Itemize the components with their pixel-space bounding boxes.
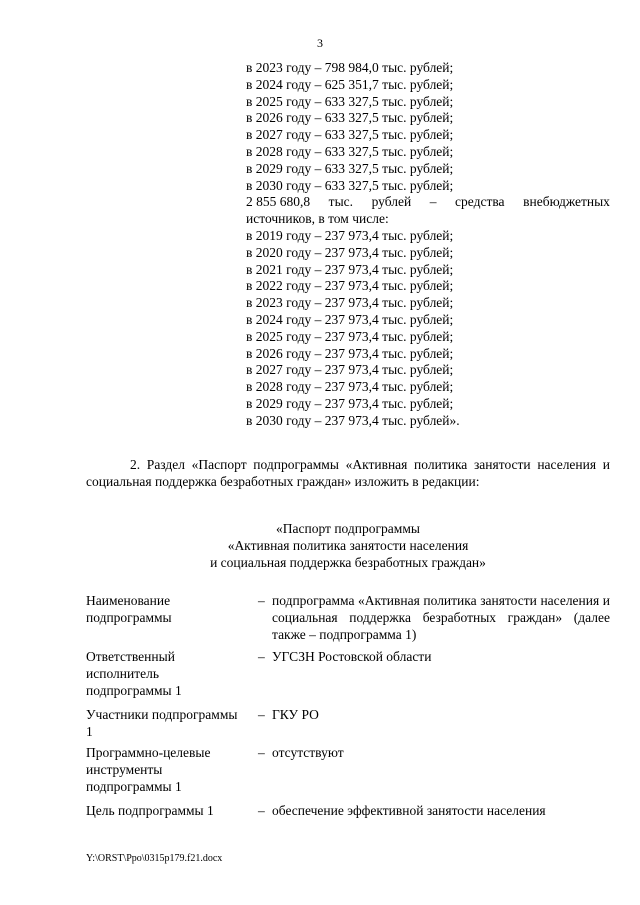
row-dash: – xyxy=(258,803,265,818)
funding-line: в 2027 году – 237 973,4 тыс. рублей; xyxy=(246,362,454,378)
row-label: Участники подпрограммы 1 xyxy=(86,707,238,739)
funding-line: в 2026 году – 633 327,5 тыс. рублей; xyxy=(246,110,454,126)
extrabudget-word: 2 855 680,8 xyxy=(246,194,311,210)
funding-line: в 2022 году – 237 973,4 тыс. рублей; xyxy=(246,278,454,294)
funding-line: в 2023 году – 798 984,0 тыс. рублей; xyxy=(246,60,454,75)
row-dash: – xyxy=(258,745,265,760)
funding-line: в 2026 году – 237 973,4 тыс. рублей; xyxy=(246,345,454,361)
page-number: 3 xyxy=(317,36,323,50)
passport-title xyxy=(86,520,610,571)
row-value: отсутствуют xyxy=(272,745,344,760)
file-path-footer: Y:\ORST\Ppo\0315p179.f21.docx xyxy=(86,853,223,864)
row-label: Ответственный исполнитель подпрограммы 1 xyxy=(86,649,182,698)
funding-line: в 2029 году – 237 973,4 тыс. рублей; xyxy=(246,395,454,411)
extrabudget-word: – xyxy=(429,194,437,210)
funding-line: в 2025 году – 633 327,5 тыс. рублей; xyxy=(246,93,454,109)
funding-line: в 2028 году – 237 973,4 тыс. рублей; xyxy=(246,379,454,395)
funding-line: в 2027 году – 633 327,5 тыс. рублей; xyxy=(246,127,454,143)
extrabudget-word: внебюджетных xyxy=(523,194,610,210)
funding-list xyxy=(246,60,610,430)
row-value: ГКУ РО xyxy=(272,707,319,722)
funding-line: в 2019 году – 237 973,4 тыс. рублей; xyxy=(246,227,454,243)
funding-line: в 2025 году – 237 973,4 тыс. рублей; xyxy=(246,328,454,344)
extrabudget-line-2: источников, в том числе: xyxy=(246,211,389,227)
section-paragraph: 2. Раздел «Паспорт подпрограммы «Активная политика занятости населения и социальная поддержка безработных граждан» изложить в редакции: xyxy=(86,457,610,489)
row-label: Цель подпрограммы 1 xyxy=(86,803,214,818)
row-label: Программно-целевые инструменты подпрограммы 1 xyxy=(86,745,211,794)
passport-title-line: и социальная поддержка безработных граждан» xyxy=(210,555,486,570)
row-value: подпрограмма «Активная политика занятости населения и социальная поддержка безработных граждан» (далее также – подпрограмма 1) xyxy=(272,593,610,642)
funding-line: в 2030 году – 633 327,5 тыс. рублей; xyxy=(246,177,454,193)
row-value: обеспечение эффективной занятости населения xyxy=(272,803,546,818)
passport-title-line: «Паспорт подпрограммы xyxy=(276,521,420,536)
extrabudget-word: тыс. xyxy=(328,194,354,210)
row-label: Наименование подпрограммы xyxy=(86,593,172,625)
funding-line: в 2021 году – 237 973,4 тыс. рублей; xyxy=(246,261,454,277)
extrabudget-word: средства xyxy=(455,194,505,210)
funding-line: в 2029 году – 633 327,5 тыс. рублей; xyxy=(246,160,454,176)
extrabudget-line xyxy=(246,194,610,211)
row-value: УГСЗН Ростовской области xyxy=(272,649,432,664)
funding-line: в 2024 году – 237 973,4 тыс. рублей; xyxy=(246,311,454,327)
funding-line: в 2023 году – 237 973,4 тыс. рублей; xyxy=(246,295,454,311)
row-dash: – xyxy=(258,593,265,608)
extrabudget-word: рублей xyxy=(371,194,412,210)
funding-line: в 2030 году – 237 973,4 тыс. рублей». xyxy=(246,412,460,428)
row-dash: – xyxy=(258,707,265,722)
funding-line: в 2020 году – 237 973,4 тыс. рублей; xyxy=(246,244,454,260)
passport-title-line: «Активная политика занятости населения xyxy=(227,538,469,553)
funding-line: в 2028 году – 633 327,5 тыс. рублей; xyxy=(246,143,454,159)
row-dash: – xyxy=(258,649,265,664)
funding-line: в 2024 году – 625 351,7 тыс. рублей; xyxy=(246,76,454,92)
